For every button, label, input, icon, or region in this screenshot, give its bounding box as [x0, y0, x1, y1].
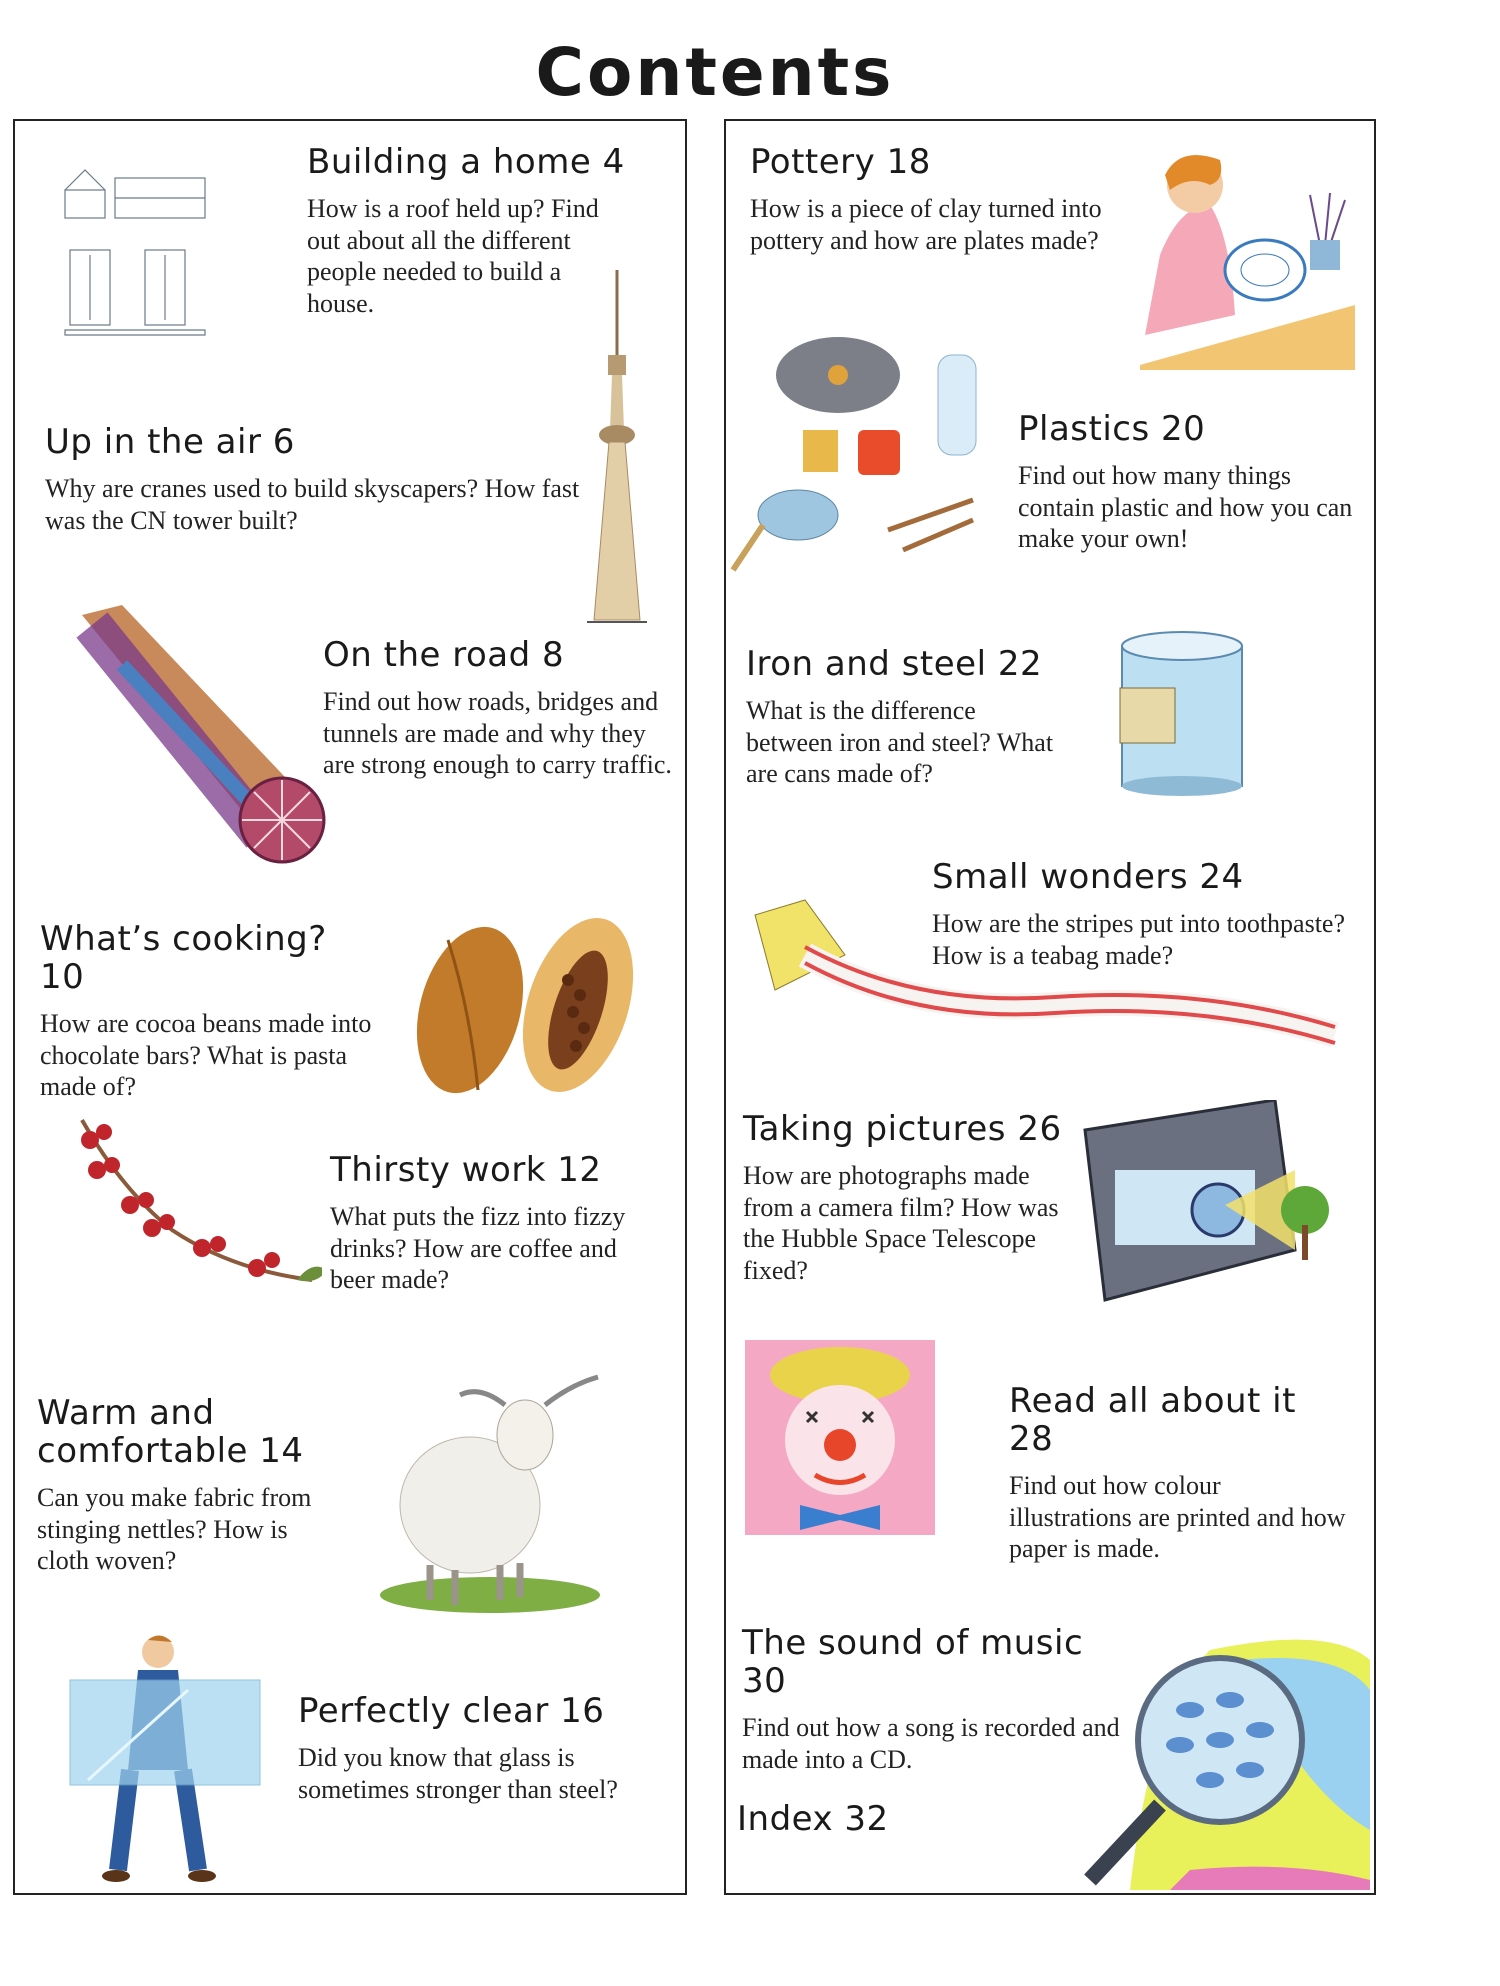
entry-whats-cooking[interactable] [40, 920, 380, 1103]
entry-description: Find out how a song is recorded and made into a CD. [742, 1713, 1120, 1774]
entry-iron-and-steel[interactable] [746, 645, 1056, 790]
entry-description: Can you make fabric from stinging nettles? How is cloth woven? [37, 1483, 312, 1575]
tin-can-icon [1110, 628, 1255, 798]
potter-painting-plate-icon [1140, 145, 1355, 370]
entry-description: Find out how roads, bridges and tunnels are made and why they are strong enough to carry traffic. [323, 687, 672, 779]
entry-description: How is a roof held up? Find out about all the different people needed to build a house. [307, 194, 599, 318]
camera-cutaway-icon [1075, 1100, 1345, 1315]
entry-heading: On the road 8 [323, 635, 565, 675]
entry-description: How are photographs made from a camera film? How was the Hubble Space Telescope fixed? [743, 1161, 1059, 1285]
entry-description: How are the stripes put into toothpaste? How is a teabag made? [932, 909, 1346, 970]
entry-the-sound-of-music[interactable] [742, 1624, 1122, 1775]
cn-tower-icon [582, 270, 652, 630]
entry-perfectly-clear[interactable] [298, 1692, 618, 1805]
entry-read-all-about-it[interactable] [1009, 1382, 1349, 1565]
entry-heading: Plastics 20 [1018, 409, 1206, 449]
entry-description: Find out how colour illustrations are printed and how paper is made. [1009, 1471, 1346, 1563]
toothpaste-stripe-icon [735, 895, 1345, 1075]
entry-heading: Pottery 18 [750, 142, 931, 182]
cocoa-pod-icon [408, 900, 648, 1100]
house-plan-icon [55, 160, 215, 345]
plastic-items-icon [728, 335, 1008, 580]
clown-print-icon [745, 1340, 935, 1535]
entry-heading: Warm and comfortable 14 [37, 1393, 304, 1471]
page-title: Contents [535, 34, 895, 111]
entry-description: How is a piece of clay turned into pottery and how are plates made? [750, 194, 1102, 255]
entry-heading: Up in the air 6 [45, 422, 295, 462]
entry-heading: Index 32 [737, 1799, 889, 1839]
entry-description: Find out how many things contain plastic and how you can make your own! [1018, 461, 1353, 553]
entry-warm-and-comfortable[interactable] [37, 1394, 337, 1577]
entry-pottery[interactable] [750, 143, 1110, 256]
entry-thirsty-work[interactable] [330, 1151, 650, 1296]
entry-building-a-home[interactable] [307, 143, 627, 319]
entry-description: What is the difference between iron and steel? What are cans made of? [746, 696, 1054, 788]
tunnel-borer-icon [62, 605, 327, 865]
entry-heading: Thirsty work 12 [330, 1150, 602, 1190]
entry-heading: Small wonders 24 [932, 857, 1244, 897]
coffee-branch-icon [62, 1110, 322, 1340]
entry-taking-pictures[interactable] [743, 1110, 1083, 1286]
entry-description: How are cocoa beans made into chocolate bars? What is pasta made of? [40, 1009, 372, 1101]
entry-index[interactable] [737, 1800, 1037, 1850]
cd-magnifier-icon [1070, 1630, 1370, 1890]
entry-description: Did you know that glass is sometimes stronger than steel? [298, 1743, 618, 1804]
entry-heading: Iron and steel 22 [746, 644, 1043, 684]
entry-heading: Building a home 4 [307, 142, 625, 182]
entry-plastics[interactable] [1018, 410, 1358, 555]
entry-heading: What’s cooking? 10 [40, 919, 327, 997]
sheep-icon [370, 1365, 610, 1625]
entry-heading: Taking pictures 26 [743, 1109, 1062, 1149]
man-carrying-glass-icon [68, 1630, 268, 1890]
entry-heading: Read all about it 28 [1009, 1381, 1296, 1459]
entry-description: What puts the fizz into fizzy drinks? How are coffee and beer made? [330, 1202, 626, 1294]
entry-on-the-road[interactable] [323, 636, 673, 781]
entry-heading: Perfectly clear 16 [298, 1691, 605, 1731]
entry-heading: The sound of music 30 [742, 1623, 1084, 1701]
entry-up-in-the-air[interactable] [45, 423, 605, 536]
entry-description: Why are cranes used to build skyscapers? How fast was the CN tower built? [45, 474, 580, 535]
